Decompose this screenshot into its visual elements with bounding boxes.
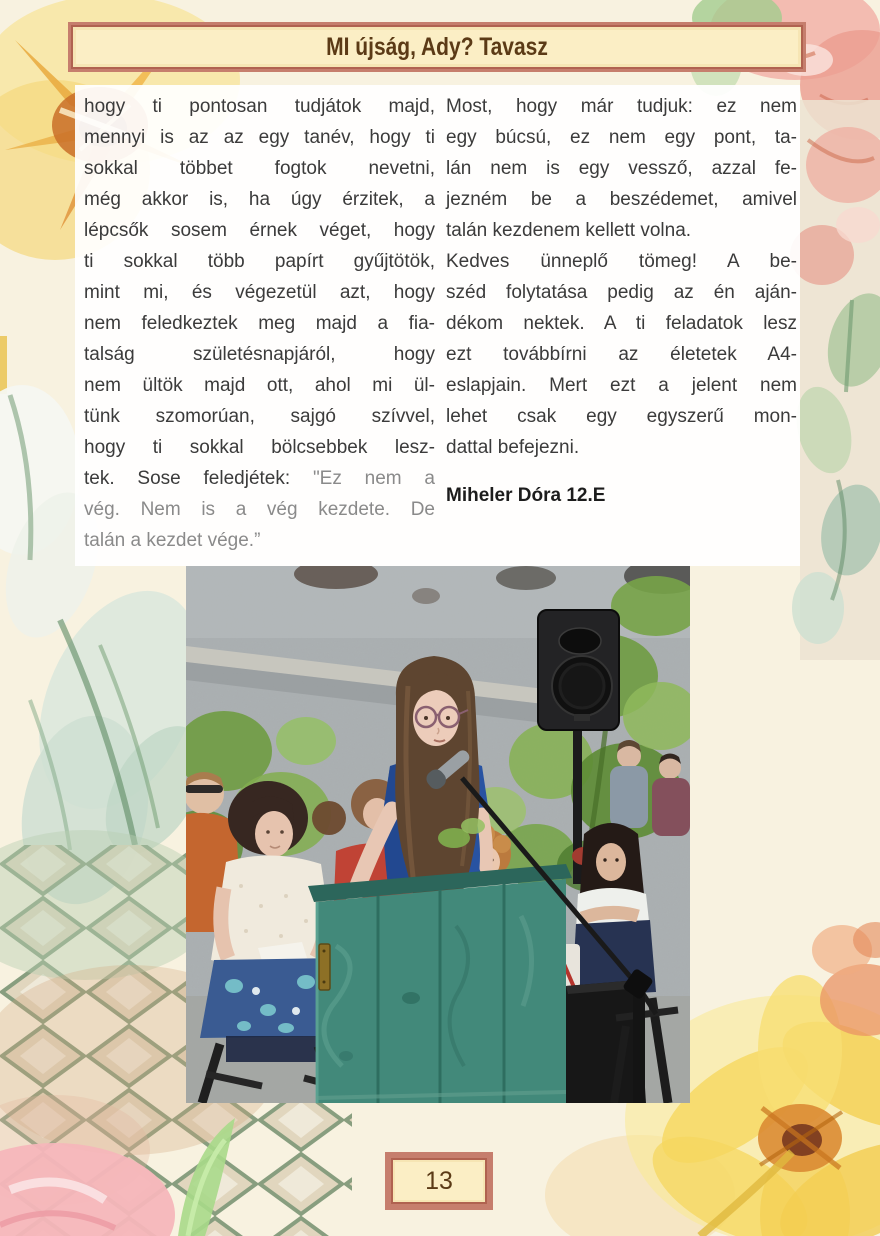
header-banner	[68, 22, 806, 72]
text-line: nem feledkeztek meg majd a fia-	[84, 313, 435, 334]
text-line: ezt továbbírni az életetek A4-	[446, 344, 797, 365]
text-line: mennyi is az az egy tanév, hogy ti	[84, 127, 435, 148]
text-line: széd folytatása pedig az én aján-	[446, 282, 797, 303]
text-line: sokkal többet fogtok nevetni,	[84, 158, 435, 179]
header-banner-inner	[76, 30, 798, 64]
event-photo	[186, 566, 690, 1103]
text-line: Miheler Dóra 12.E	[446, 485, 606, 506]
text-line: ti sokkal több papírt gyűjtötök,	[84, 251, 435, 272]
text-line: jezném be a beszédemet, amivel	[446, 189, 797, 210]
article-panel	[75, 85, 800, 566]
text-line: mint mi, és végezetül azt, hogy	[84, 282, 435, 303]
text-line: egy búcsú, ez nem egy pont, ta-	[446, 127, 797, 148]
footer-page-box	[385, 1152, 493, 1210]
floral-right-edge	[788, 100, 880, 660]
text-line: eslapjain. Mert ezt a jelent nem	[446, 375, 797, 396]
text-line: talán a kezdet vége.”	[84, 530, 261, 551]
text-line: még akkor is, ha úgy érzitek, a	[84, 189, 435, 210]
text-line: hogy ti pontosan tudjátok majd,	[84, 96, 435, 117]
text-line: lán nem is egy vessző, azzal fe-	[446, 158, 797, 179]
podium	[308, 864, 572, 1103]
column-left	[84, 91, 435, 566]
text-line: dattal befejezni.	[446, 437, 580, 458]
footer-page-box-inner	[395, 1162, 483, 1200]
text-line: nem ültök majd ott, ahol mi ül-	[84, 375, 435, 396]
page-number: 13	[425, 1166, 453, 1195]
text-line: hogy ti sokkal bölcsebbek lesz-	[84, 437, 435, 458]
text-line: talán kezdenem kellett volna.	[446, 220, 692, 241]
text-line: Kedves ünneplő tömeg! A be-	[446, 251, 797, 272]
text-line: tek. Sose feledjétek: "Ez nem a	[84, 468, 435, 489]
text-line: lépcsők sosem érnek véget, hogy	[84, 220, 435, 241]
text-line: dékom nektek. A ti feladatok lesz	[446, 313, 797, 334]
text-line: lehet csak egy egyszerű mon-	[446, 406, 797, 427]
text-line: Most, hogy már tudjuk: ez nem	[446, 96, 797, 117]
text-line: vég. Nem is a vég kezdete. De	[84, 499, 435, 520]
page-title: MI újság, Ady? Tavasz	[326, 32, 548, 61]
text-line: talság születésnapjáról, hogy	[84, 344, 435, 365]
text-line: tünk szomorúan, sajgó szívvel,	[84, 406, 435, 427]
column-right	[446, 91, 797, 566]
